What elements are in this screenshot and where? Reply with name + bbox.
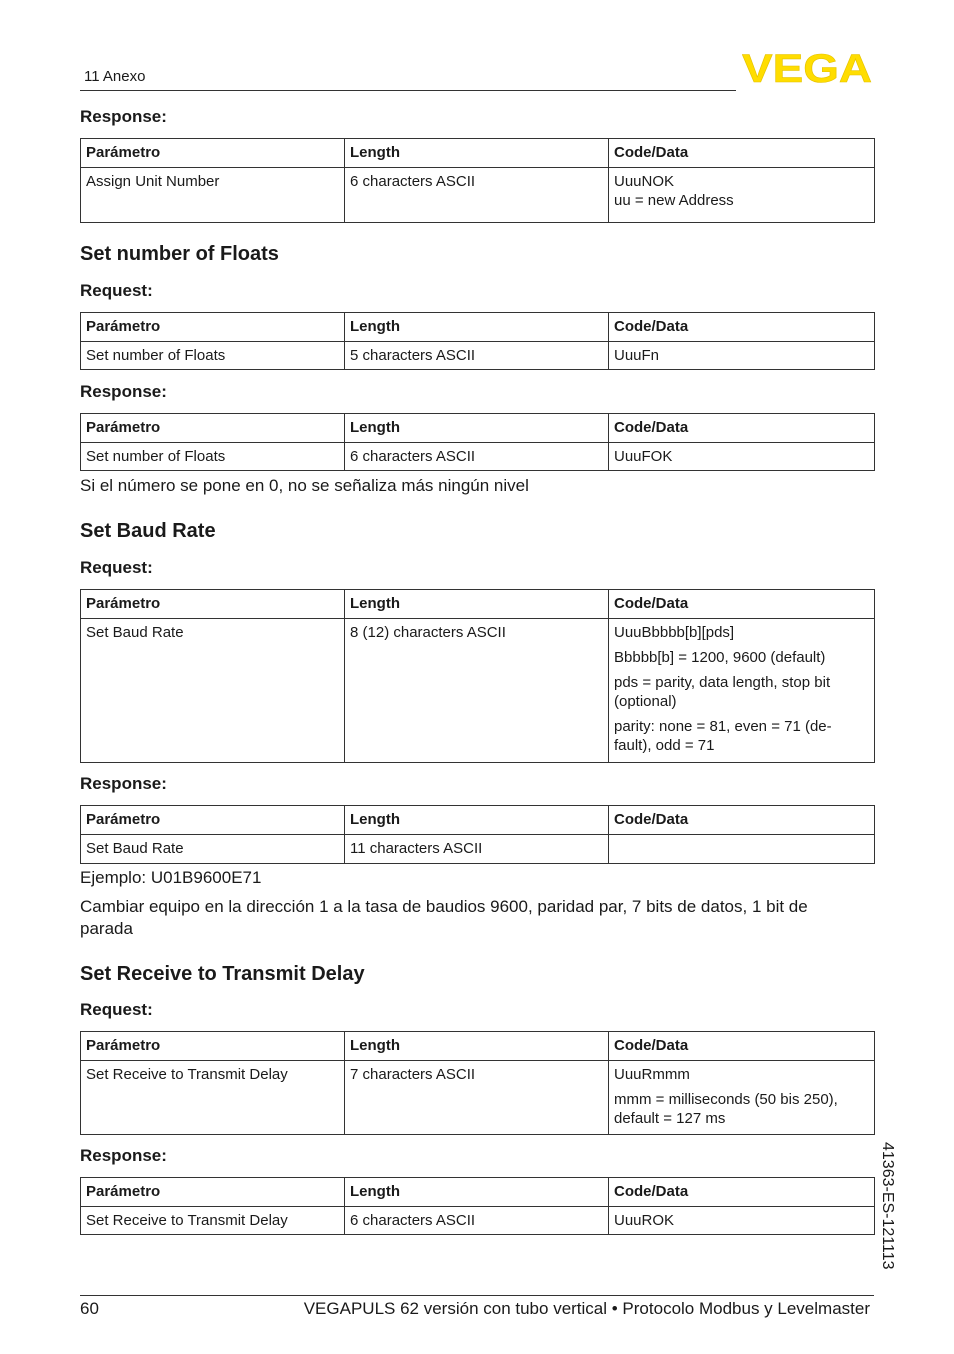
col-param-header: Parámetro	[81, 590, 345, 619]
delay-response-label: Response:	[80, 1146, 167, 1165]
code-line: pds = parity, data length, stop bit (optional)	[614, 674, 831, 710]
baud-example: Ejemplo: U01B9600E71	[80, 868, 262, 887]
col-code-header: Code/Data	[609, 1032, 875, 1061]
response-label: Response:	[80, 107, 167, 126]
vega-logo	[742, 51, 872, 85]
code-line: uu = new Address	[614, 192, 734, 209]
assign-unit-response-table	[80, 138, 875, 223]
code-line: UuuBbbbb[b][pds]	[614, 624, 735, 641]
col-length-header: Length	[345, 806, 609, 835]
document-code-text: 41363-ES-121113	[879, 1142, 896, 1270]
baud-example-description: Cambiar equipo en la dirección 1 a la tasa de baudios 9600, paridad par, 7 bits de datos, 1 bit de parada	[80, 897, 808, 938]
param-cell: Assign Unit Number	[81, 168, 345, 223]
col-param-header: Parámetro	[81, 1032, 345, 1061]
floats-request-table	[80, 312, 875, 370]
length-cell: 8 (12) characters ASCII	[345, 619, 609, 763]
col-code-header: Code/Data	[609, 414, 875, 443]
floats-heading: Set number of Floats	[80, 243, 279, 265]
table-row	[81, 443, 875, 471]
section-title: 11 Anexo	[84, 68, 146, 85]
col-code-header: Code/Data	[609, 1178, 875, 1207]
table-row	[81, 835, 875, 864]
param-cell: Set number of Floats	[81, 443, 345, 471]
col-length-header: Length	[345, 1178, 609, 1207]
table-header-row	[81, 139, 875, 168]
code-cell	[609, 1061, 875, 1135]
col-param-header: Parámetro	[81, 1178, 345, 1207]
length-cell: 6 characters ASCII	[345, 443, 609, 471]
delay-request-table	[80, 1031, 875, 1135]
col-code-header: Code/Data	[609, 139, 875, 168]
param-cell: Set Receive to Transmit Delay	[81, 1061, 345, 1135]
code-cell: UuuFn	[609, 342, 875, 370]
param-cell: Set Baud Rate	[81, 835, 345, 864]
document-code	[860, 1142, 896, 1270]
vega-logo-text: VEGA	[742, 51, 872, 85]
baud-response-label: Response:	[80, 774, 167, 793]
code-line: parity: none = 81, even = 71 (de-fault), odd = 71	[614, 718, 832, 754]
table-row	[81, 619, 875, 763]
param-cell: Set number of Floats	[81, 342, 345, 370]
code-cell: UuuROK	[609, 1207, 875, 1235]
delay-heading: Set Receive to Transmit Delay	[80, 963, 365, 985]
code-cell	[609, 835, 875, 864]
col-length-header: Length	[345, 1032, 609, 1061]
floats-response-label: Response:	[80, 382, 167, 401]
code-line: UuuRmmm	[614, 1066, 690, 1083]
footer-divider	[80, 1295, 874, 1296]
footer-document-title: VEGAPULS 62 versión con tubo vertical • Protocolo Modbus y Levelmaster	[303, 1299, 870, 1318]
col-param-header: Parámetro	[81, 806, 345, 835]
floats-note: Si el número se pone en 0, no se señaliza más ningún nivel	[80, 476, 529, 495]
baud-request-table	[80, 589, 875, 763]
floats-response-table	[80, 413, 875, 471]
table-row	[81, 1207, 875, 1235]
col-length-header: Length	[345, 414, 609, 443]
col-length-header: Length	[345, 590, 609, 619]
floats-request-label: Request:	[80, 281, 153, 300]
col-code-header: Code/Data	[609, 313, 875, 342]
length-cell: 6 characters ASCII	[345, 1207, 609, 1235]
col-param-header: Parámetro	[81, 139, 345, 168]
length-cell: 11 characters ASCII	[345, 835, 609, 864]
delay-response-table	[80, 1177, 875, 1235]
table-row	[81, 342, 875, 370]
table-header-row	[81, 590, 875, 619]
code-cell	[609, 619, 875, 763]
col-length-header: Length	[345, 139, 609, 168]
baud-heading: Set Baud Rate	[80, 520, 216, 542]
param-cell: Set Baud Rate	[81, 619, 345, 763]
length-cell: 5 characters ASCII	[345, 342, 609, 370]
baud-request-label: Request:	[80, 558, 153, 577]
table-row	[81, 168, 875, 223]
baud-response-table	[80, 805, 875, 864]
header-divider	[80, 90, 736, 91]
col-code-header: Code/Data	[609, 590, 875, 619]
code-line: Bbbbb[b] = 1200, 9600 (default)	[614, 649, 826, 666]
col-param-header: Parámetro	[81, 414, 345, 443]
code-line: UuuNOK	[614, 173, 675, 190]
table-header-row	[81, 1032, 875, 1061]
table-row	[81, 1061, 875, 1135]
code-cell: UuuFOK	[609, 443, 875, 471]
param-cell: Set Receive to Transmit Delay	[81, 1207, 345, 1235]
col-param-header: Parámetro	[81, 313, 345, 342]
table-header-row	[81, 1178, 875, 1207]
delay-request-label: Request:	[80, 1000, 153, 1019]
page-number: 60	[80, 1299, 99, 1318]
code-line: mmm = milliseconds (50 bis 250), default = 127 ms	[614, 1091, 838, 1127]
col-length-header: Length	[345, 313, 609, 342]
col-code-header: Code/Data	[609, 806, 875, 835]
length-cell: 6 characters ASCII	[345, 168, 609, 223]
code-cell	[609, 168, 875, 223]
table-header-row	[81, 313, 875, 342]
table-header-row	[81, 414, 875, 443]
length-cell: 7 characters ASCII	[345, 1061, 609, 1135]
table-header-row	[81, 806, 875, 835]
